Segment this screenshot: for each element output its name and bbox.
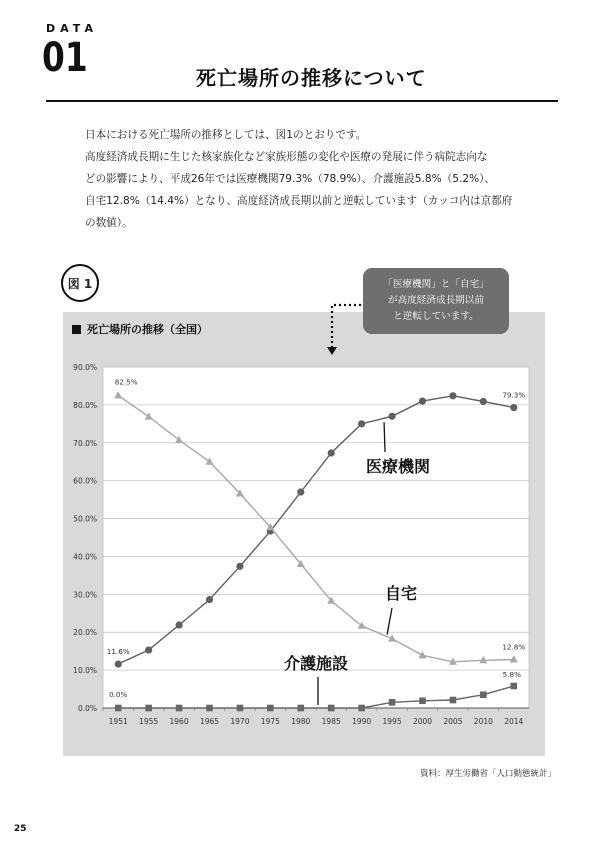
data-point bbox=[145, 705, 152, 712]
series-label: 医療機関 bbox=[366, 457, 431, 476]
x-tick-label: 2010 bbox=[473, 717, 493, 726]
callout-line: 「医療機関」と「自宅」 bbox=[383, 279, 489, 290]
y-tick-label: 80.0% bbox=[73, 400, 97, 410]
y-tick-label: 60.0% bbox=[73, 476, 97, 486]
paragraph-line: どの影響により、平成26年では医療機関79.3%（78.9%）、介護施設5.8%（5.2%）、 bbox=[85, 173, 496, 185]
data-point bbox=[236, 563, 243, 570]
x-tick-label: 1990 bbox=[352, 717, 372, 726]
y-tick-label: 70.0% bbox=[73, 438, 97, 448]
data-point bbox=[388, 413, 395, 420]
paragraph-line: 日本における死亡場所の推移としては、図1のとおりです。 bbox=[85, 129, 367, 141]
series-label: 自宅 bbox=[385, 584, 418, 603]
leader-line bbox=[384, 422, 385, 452]
x-tick-label: 1965 bbox=[199, 717, 220, 726]
callout-line: が高度経済成長期以前 bbox=[388, 295, 484, 306]
data-point bbox=[115, 705, 122, 712]
data-point bbox=[450, 697, 457, 704]
x-tick-label: 1960 bbox=[169, 717, 189, 726]
data-point bbox=[206, 705, 213, 712]
x-tick-label: 1951 bbox=[108, 717, 128, 726]
data-point bbox=[480, 398, 487, 405]
x-tick-label: 1955 bbox=[139, 717, 159, 726]
callout-line: と逆転しています。 bbox=[393, 311, 479, 322]
paragraph-line: 高度経済成長期に生じた核家族化など家族形態の変化や医療の発展に伴う病院志向な bbox=[85, 151, 488, 163]
data-point bbox=[358, 420, 365, 427]
data-point bbox=[419, 698, 426, 705]
data-point bbox=[237, 705, 244, 712]
data-label: 79.3% bbox=[502, 390, 526, 400]
data-point bbox=[358, 705, 365, 712]
chart-title-text: 死亡場所の推移（全国） bbox=[87, 323, 208, 336]
data-point bbox=[297, 488, 304, 495]
page-title: 死亡場所の推移について bbox=[196, 66, 427, 90]
data-label: 11.6% bbox=[106, 647, 130, 657]
data-point bbox=[176, 705, 183, 712]
y-tick-label: 10.0% bbox=[73, 666, 97, 676]
x-tick-label: 1995 bbox=[382, 717, 402, 726]
data-point bbox=[145, 646, 152, 653]
data-point bbox=[510, 404, 517, 411]
paragraph-line: 自宅12.8%（14.4%）となり、高度経済成長期以前と逆転しています（カッコ内は京都府 bbox=[85, 195, 513, 207]
data-point bbox=[175, 621, 182, 628]
data-point bbox=[267, 705, 274, 712]
data-point bbox=[328, 449, 335, 456]
y-tick-label: 40.0% bbox=[73, 552, 97, 562]
y-tick-label: 50.0% bbox=[73, 514, 97, 524]
pointer-arrowhead-icon bbox=[327, 347, 337, 355]
data-point bbox=[449, 392, 456, 399]
data-point bbox=[115, 660, 122, 667]
page-number: 25 bbox=[14, 824, 27, 834]
x-tick-label: 2000 bbox=[412, 717, 433, 726]
section-number: 01 bbox=[42, 35, 88, 81]
x-tick-label: 2014 bbox=[504, 717, 524, 726]
data-point bbox=[480, 691, 487, 698]
y-tick-label: 0.0% bbox=[77, 704, 97, 713]
paragraph-line: の数値）。 bbox=[85, 217, 133, 229]
x-tick-label: 2005 bbox=[443, 717, 463, 726]
data-label: 82.5% bbox=[114, 377, 138, 387]
y-tick-label: 30.0% bbox=[73, 590, 97, 600]
figure-badge: 図 1 bbox=[61, 264, 99, 302]
x-tick-label: 1980 bbox=[291, 717, 311, 726]
data-point bbox=[206, 596, 213, 603]
data-label: 0.0% bbox=[109, 690, 128, 699]
x-tick-label: 1970 bbox=[230, 717, 250, 726]
source-note: 資料：厚生労働省「人口動態統計」 bbox=[419, 769, 556, 779]
data-point bbox=[328, 705, 335, 712]
data-point bbox=[510, 683, 517, 690]
data-label: 5.8% bbox=[502, 670, 521, 680]
x-tick-label: 1985 bbox=[321, 717, 341, 726]
data-point bbox=[297, 705, 304, 712]
series-label: 介護施設 bbox=[284, 654, 349, 673]
data-point bbox=[389, 699, 396, 706]
y-tick-label: 90.0% bbox=[73, 363, 97, 372]
y-tick-label: 20.0% bbox=[73, 628, 97, 638]
data-label: 12.8% bbox=[502, 642, 526, 652]
pointer-dotted-line bbox=[332, 305, 361, 348]
x-tick-label: 1975 bbox=[260, 717, 280, 726]
data-point bbox=[419, 398, 426, 405]
data-label: DATA bbox=[46, 22, 98, 35]
